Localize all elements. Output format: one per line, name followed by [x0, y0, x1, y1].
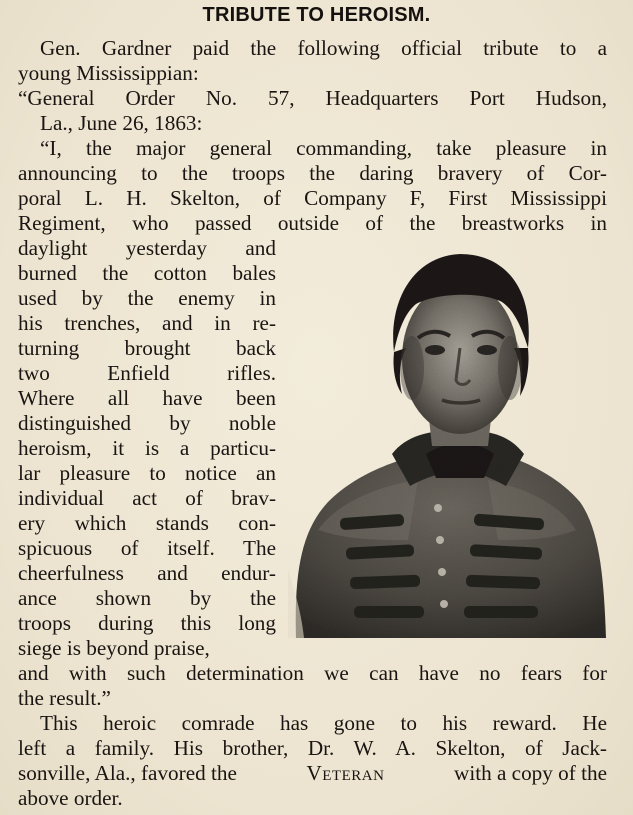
text-line-3: “General Order No. 57, Headquarters Port Hudson, [18, 86, 607, 110]
text-line-24: troops during this long [18, 611, 276, 635]
text-line-16: distinguished by noble [18, 411, 276, 435]
text-line-6: announcing to the troops the daring bravery of Cor- [18, 161, 607, 185]
text-line-20: ery which stands con- [18, 511, 276, 535]
text-line-26: and with such determination we can have no fears for [18, 661, 607, 685]
text-line-25: siege is beyond praise, [18, 636, 210, 660]
text-line-15: Where all have been [18, 386, 276, 410]
text-line-19: individual act of brav- [18, 486, 276, 510]
text-line-31: above order. [18, 786, 123, 810]
text-line-12: his trenches, and in re- [18, 311, 276, 335]
text-line-21: spicuous of itself. The [18, 536, 276, 560]
text-line-10: burned the cotton bales [18, 261, 276, 285]
text-line-1: Gen. Gardner paid the following official tribute to a [40, 36, 607, 60]
text-line-11: used by the enemy in [18, 286, 276, 310]
text-line-18: lar pleasure to notice an [18, 461, 276, 485]
text-line-23: ance shown by the [18, 586, 276, 610]
veteran-name: Veteran [306, 761, 385, 785]
portrait-photo [288, 240, 606, 638]
text-line-30-end: with a copy of the [454, 761, 607, 785]
text-line-28: This heroic comrade has gone to his reward. He [40, 711, 607, 735]
text-line-2: young Mississippian: [18, 61, 199, 85]
article-title: TRIBUTE TO HEROISM. [202, 4, 431, 26]
text-line-17: heroism, it is a particu- [18, 436, 276, 460]
text-line-5: “I, the major general commanding, take pleasure in [40, 136, 607, 160]
text-line-4: La., June 26, 1863: [40, 111, 203, 135]
text-line-30-start: sonville, Ala., favored the [18, 761, 237, 785]
text-line-29: left a family. His brother, Dr. W. A. Skelton, of Jack- [18, 736, 607, 760]
text-line-8: Regiment, who passed outside of the breastworks in [18, 211, 607, 235]
text-line-14: two Enfield rifles. [18, 361, 276, 385]
text-line-27: the result.” [18, 686, 111, 710]
text-line-13: turning brought back [18, 336, 276, 360]
text-line-7: poral L. H. Skelton, of Company F, First Mississippi [18, 186, 607, 210]
text-line-22: cheerfulness and endur- [18, 561, 276, 585]
text-line-30 [18, 761, 607, 786]
text-line-9: daylight yesterday and [18, 236, 276, 260]
